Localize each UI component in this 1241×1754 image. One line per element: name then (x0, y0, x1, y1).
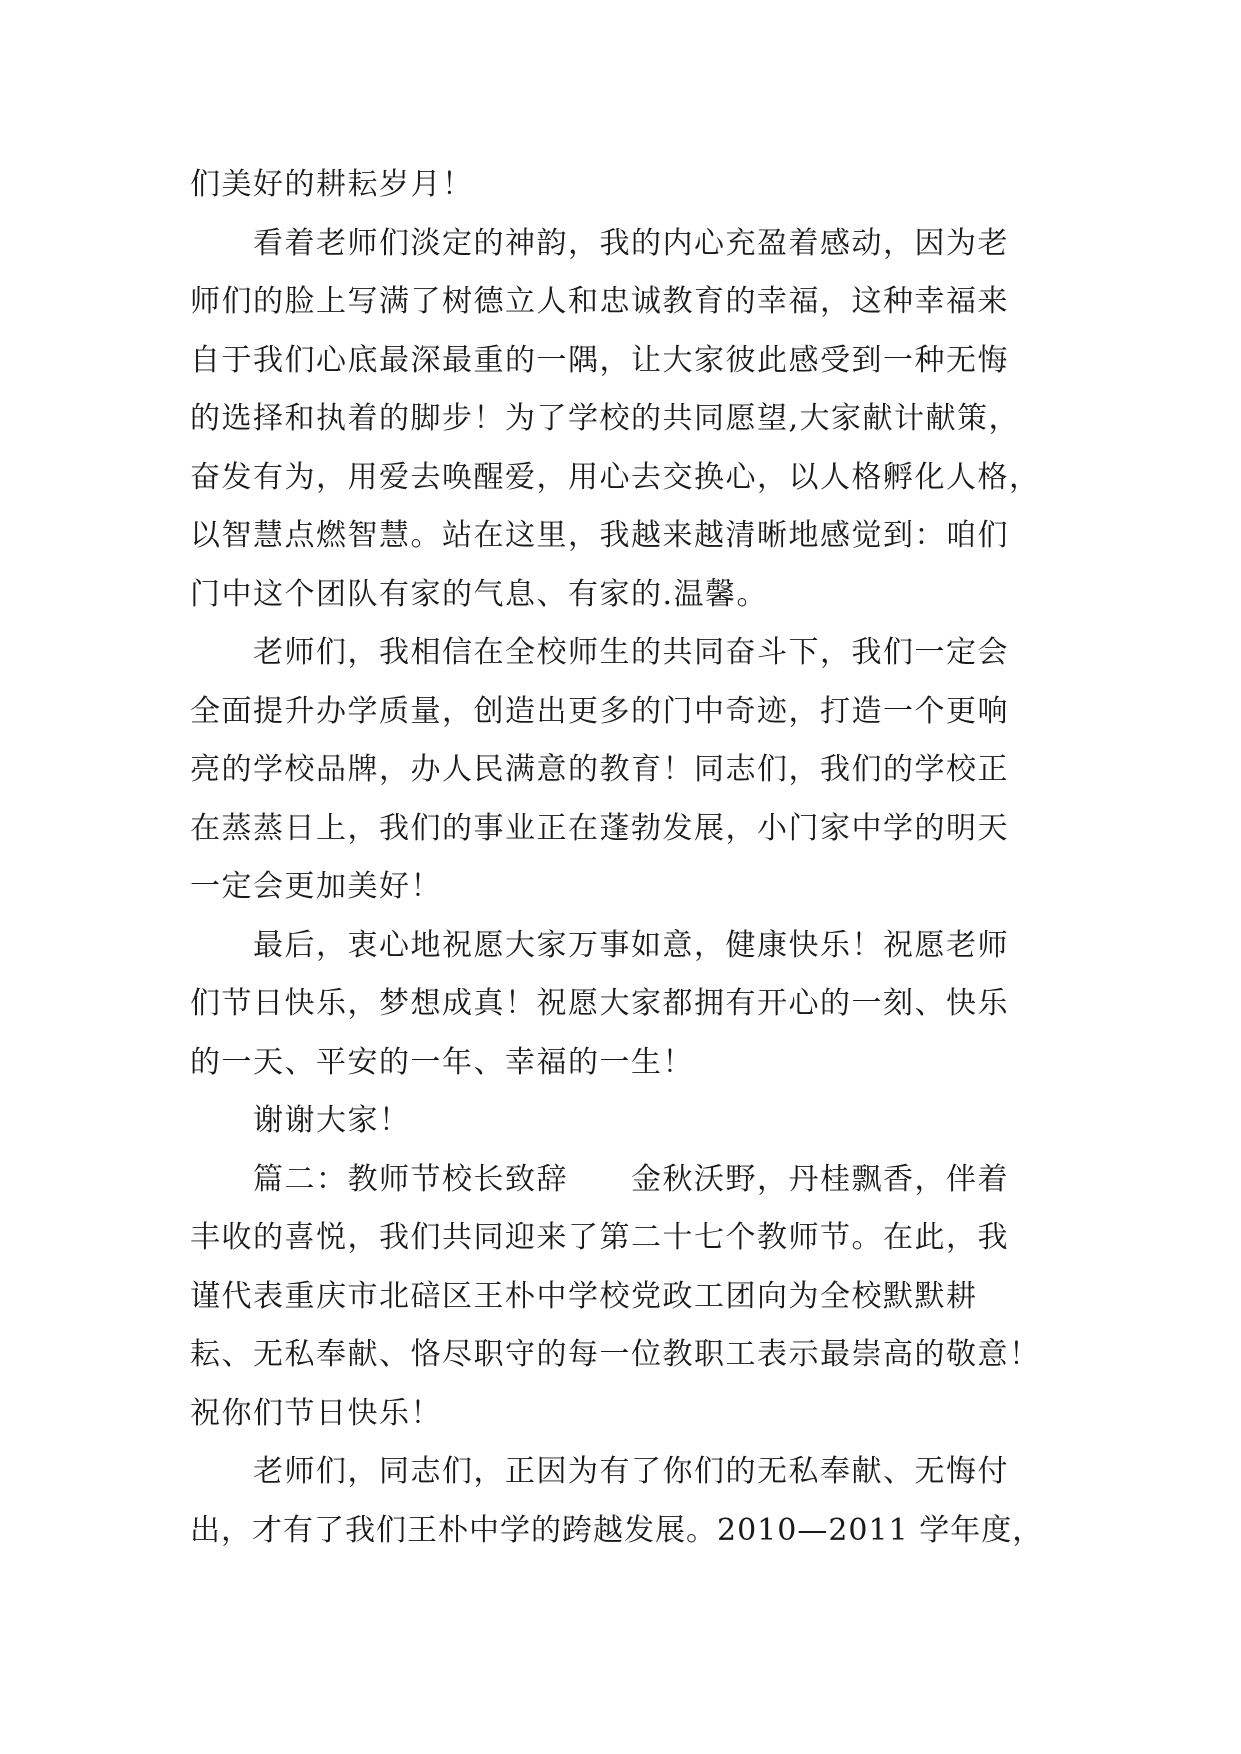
text-line: 在蒸蒸日上，我们的事业正在蓬勃发展，小门家中学的明天 (190, 810, 1009, 846)
text-line: 谢谢大家！ (253, 1103, 411, 1138)
text-line: 以智慧点燃智慧。站在这里，我越来越清晰地感觉到：咱们 (190, 518, 1009, 553)
text-line: 一定会更加美好！ (190, 869, 442, 904)
text-line: 师们的脸上写满了树德立人和忠诚教育的幸福，这种幸福来 (190, 284, 1009, 319)
text-line: 门中这个团队有家的气息、有家的.温馨。 (190, 576, 769, 612)
text-line: 全面提升办学质量，创造出更多的门中奇迹，打造一个更响 (190, 693, 1009, 729)
text-line: 最后，衷心地祝愿大家万事如意，健康快乐！祝愿老师 (253, 927, 1009, 963)
text-line: 丰收的喜悦，我们共同迎来了第二十七个教师节。在此，我 (190, 1220, 1009, 1255)
text-line: 篇二：教师节校长致辞 金秋沃野，丹桂飘香，伴着 (253, 1161, 1009, 1197)
body-text (190, 156, 1050, 1560)
text-line: 奋发有为，用爱去唤醒爱，用心去交换心，以人格孵化人格， (190, 459, 1041, 495)
text-line: 亮的学校品牌，办人民满意的教育！同志们，我们的学校正 (190, 752, 1009, 787)
text-line: 自于我们心底最深最重的一隅，让大家彼此感受到一种无悔 (190, 342, 1009, 378)
text-line: 们节日快乐，梦想成真！祝愿大家都拥有开心的一刻、快乐 (190, 986, 1009, 1021)
text-line: 祝你们节日快乐！ (190, 1395, 442, 1431)
text-line: 出，才有了我们王朴中学的跨越发展。2010—2011 学年度， (190, 1512, 1044, 1548)
text-line: 看着老师们淡定的神韵，我的内心充盈着感动，因为老 (253, 225, 1009, 261)
text-line: 耘、无私奉献、恪尽职守的每一位教职工表示最崇高的敬意！ (190, 1337, 1041, 1372)
text-line: 老师们，我相信在全校师生的共同奋斗下，我们一定会 (253, 635, 1009, 670)
text-line: 的一天、平安的一年、幸福的一生！ (190, 1044, 694, 1080)
text-line: 老师们，同志们，正因为有了你们的无私奉献、无悔付 (253, 1454, 1009, 1489)
text-line: 的选择和执着的脚步！为了学校的共同愿望,大家献计献策， (190, 401, 1021, 436)
text-line: 谨代表重庆市北碚区王朴中学校党政工团向为全校默默耕 (190, 1278, 978, 1314)
text-line: 们美好的耕耘岁月！ (190, 167, 474, 202)
